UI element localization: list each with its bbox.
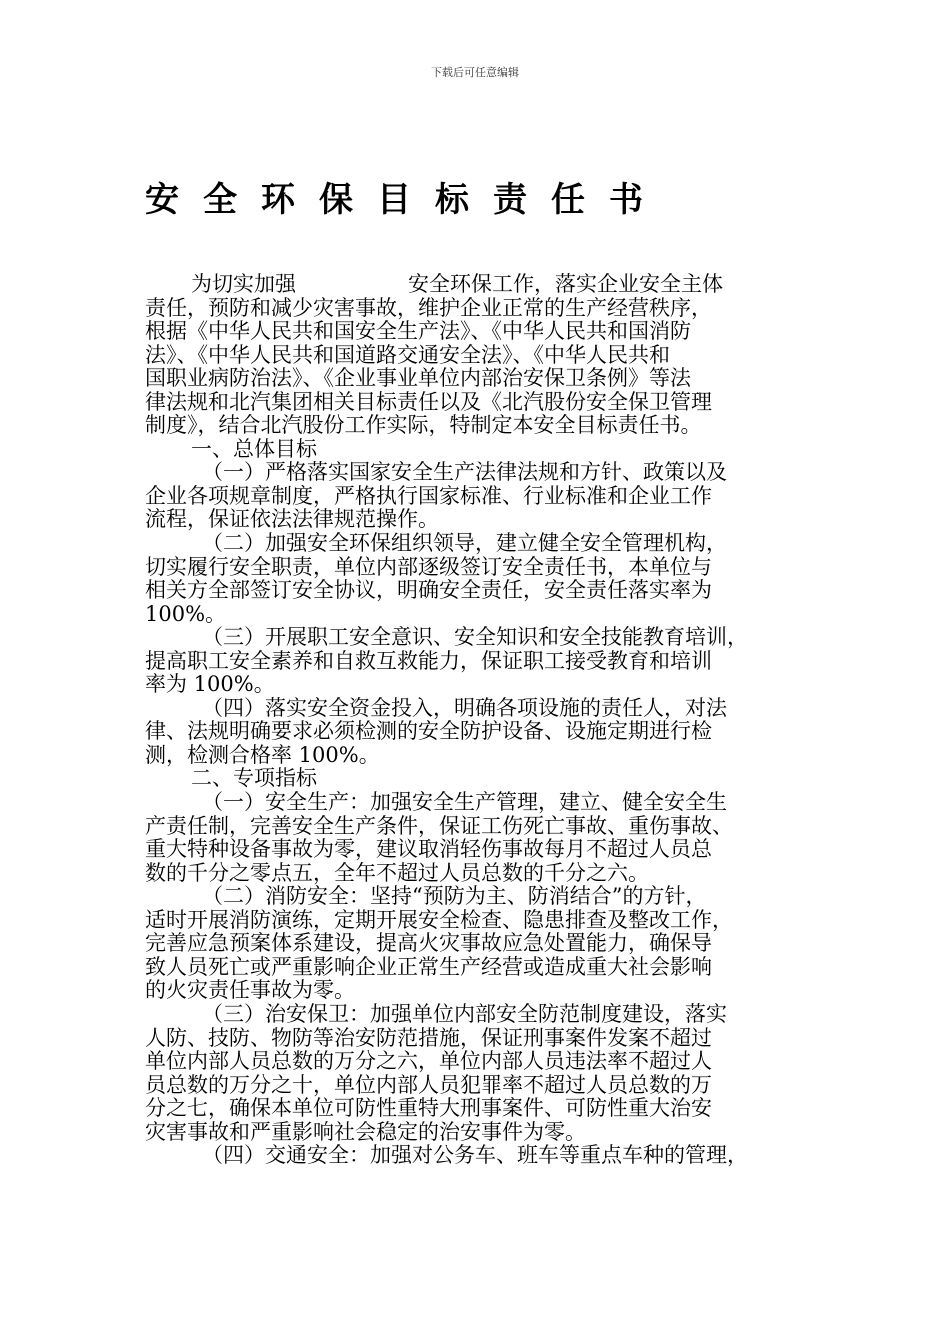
paragraph-line: 律法规和北汽集团相关目标责任以及《北汽股份安全保卫管理 [145, 389, 712, 414]
paragraph-line: 责任，预防和减少灾害事故，维护企业正常的生产经营秩序， [145, 295, 712, 320]
paragraph-line: 分之七，确保本单位可防性重特大刑事案件、可防性重大治安 [145, 1096, 712, 1121]
paragraph-line: 切实履行安全职责，单位内部逐级签订安全责任书，本单位与 [145, 554, 712, 579]
paragraph-line: 测，检测合格率 100%。 [145, 742, 380, 767]
paragraph-line: （四）交通安全：加强对公务车、班车等重点车种的管理， [202, 1143, 748, 1168]
paragraph-line: （三）开展职工安全意识、安全知识和安全技能教育培训， [202, 625, 748, 650]
document-title: 安全环保目标责任书 [145, 180, 667, 220]
paragraph-line: 的火灾责任事故为零。 [145, 978, 355, 1003]
paragraph-line: 制度》，结合北汽股份工作实际，特制定本安全目标责任书。 [145, 413, 702, 438]
download-note: 下载后可任意编辑 [431, 66, 519, 79]
paragraph-line: 企业各项规章制度，严格执行国家标准、行业标准和企业工作 [145, 483, 712, 508]
paragraph-line: 员总数的万分之十，单位内部人员犯罪率不超过人员总数的万 [145, 1072, 712, 1097]
paragraph-line: 人防、技防、物防等治安防范措施，保证刑事案件发案不超过 [145, 1025, 712, 1050]
paragraph-line: 率为 100%。 [145, 672, 275, 697]
paragraph-line: 律、法规明确要求必须检测的安全防护设备、设施定期进行检 [145, 719, 712, 744]
paragraph-line: 致人员死亡或严重影响企业正常生产经营或造成重大社会影响 [145, 954, 712, 979]
paragraph-line: 完善应急预案体系建设，提高火灾事故应急处置能力，确保导 [145, 931, 712, 956]
paragraph-line: （三）治安保卫：加强单位内部安全防范制度建设，落实 [202, 1001, 727, 1026]
paragraph-line: 根据《中华人民共和国安全生产法》、《中华人民共和国消防 [145, 319, 691, 344]
paragraph-line: 单位内部人员总数的万分之六，单位内部人员违法率不超过人 [145, 1049, 712, 1074]
paragraph-line: （二）消防安全：坚持“预防为主、防消结合”的方针， [202, 884, 707, 909]
paragraph-line: 灾害事故和严重影响社会稳定的治安事件为零。 [145, 1119, 586, 1144]
paragraph-line: （二）加强安全环保组织领导，建立健全安全管理机构， [202, 531, 727, 556]
paragraph-line: 数的千分之零点五，全年不超过人员总数的千分之六。 [145, 860, 649, 885]
paragraph-line: 重大特种设备事故为零，建议取消轻伤事故每月不超过人员总 [145, 837, 712, 862]
paragraph-line: 适时开展消防演练，定期开展安全检查、隐患排查及整改工作， [145, 907, 733, 932]
text-fragment: 为切实加强 [191, 272, 296, 296]
paragraph-line: 流程，保证依法法律规范操作。 [145, 507, 439, 532]
section-heading: 二、专项指标 [191, 766, 317, 791]
paragraph-line: 提高职工安全素养和自救互救能力，保证职工接受教育和培训 [145, 648, 712, 673]
paragraph-line: （一）安全生产：加强安全生产管理，建立、健全安全生 [202, 790, 727, 815]
paragraph-line: 国职业病防治法》、《企业事业单位内部治安保卫条例》等法 [145, 366, 691, 391]
paragraph-line: 产责任制，完善安全生产条件，保证工伤死亡事故、重伤事故、 [145, 813, 733, 838]
paragraph-line [145, 273, 805, 297]
paragraph-line: （一）严格落实国家安全生产法律法规和方针、政策以及 [202, 460, 727, 485]
section-heading: 一、总体目标 [191, 436, 317, 461]
paragraph-line: 法》、《中华人民共和国道路交通安全法》、《中华人民共和 [145, 342, 670, 367]
text-fragment: 安全环保工作，落实企业安全主体 [408, 272, 723, 296]
paragraph-line: 100%。 [145, 601, 227, 626]
document-body [145, 273, 805, 1168]
paragraph-line: 相关方全部签订安全协议，明确安全责任，安全责任落实率为 [145, 578, 712, 603]
paragraph-line: （四）落实安全资金投入，明确各项设施的责任人，对法 [202, 695, 727, 720]
